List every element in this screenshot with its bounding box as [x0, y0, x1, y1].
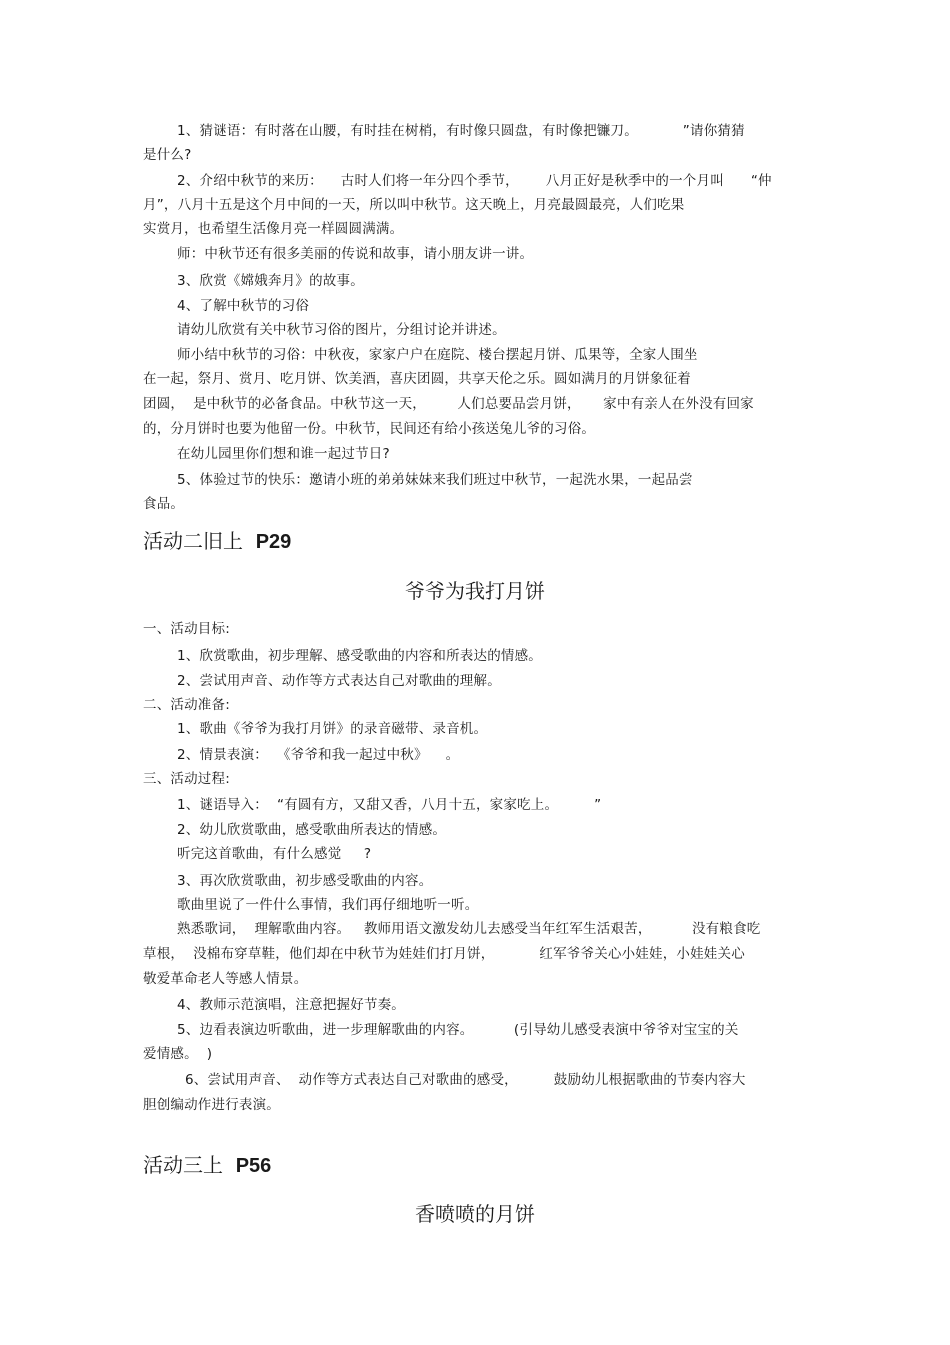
text-line: 在幼儿园里你们想和谁一起过节日?: [177, 446, 390, 462]
text-line: 5、边看表演边听歌曲，进一步理解歌曲的内容。 (引导幼儿感受表演中爷爷对宝宝的关: [177, 1022, 739, 1038]
activity-heading-page: P29: [255, 531, 292, 553]
text-line: 6、尝试用声音、 动作等方式表达自己对歌曲的感受， 鼓励幼儿根据歌曲的节奏内容大: [185, 1072, 746, 1088]
text-line: 食品。: [143, 496, 185, 512]
text-line: 2、幼儿欣赏歌曲，感受歌曲所表达的情感。: [177, 822, 447, 838]
text-line: 1、欣赏歌曲，初步理解、感受歌曲的内容和所表达的情感。: [177, 648, 542, 664]
text-line: 的，分月饼时也要为他留一份。中秋节，民间还有给小孩送兔儿爷的习俗。: [143, 421, 596, 437]
text-line: 草根， 没棉布穿草鞋，他们却在中秋节为娃娃们打月饼， 红军爷爷关心小娃娃，小娃娃关心: [143, 946, 745, 962]
activity-heading: [143, 528, 291, 555]
text-line: 一、活动目标:: [143, 621, 230, 637]
text-line: 团圆， 是中秋节的必备食品。中秋节这一天， 人们总要品尝月饼， 家中有亲人在外没有回家: [143, 396, 754, 412]
text-line: 1、歌曲《爷爷为我打月饼》的录音磁带、录音机。: [177, 721, 488, 737]
activity-title: 香喷喷的月饼: [415, 1202, 535, 1226]
text-line: 敬爱革命老人等感人情景。: [143, 971, 308, 987]
text-line: 在一起，祭月、赏月、吃月饼、饮美酒，喜庆团圆，共享天伦之乐。圆如满月的月饼象征着: [143, 371, 691, 387]
text-line: 师小结中秋节的习俗：中秋夜，家家户户在庭院、楼台摆起月饼、瓜果等，全家人围坐: [177, 347, 698, 363]
text-line: 4、了解中秋节的习俗: [177, 298, 310, 314]
text-line: 3、再次欣赏歌曲，初步感受歌曲的内容。: [177, 873, 433, 889]
text-line: 三、活动过程:: [143, 771, 230, 787]
text-line: 是什么?: [143, 147, 192, 163]
activity-heading-text: 活动三上: [143, 1153, 236, 1177]
text-line: 实赏月，也希望生活像月亮一样圆圆满满。: [143, 221, 404, 237]
text-line: 2、尝试用声音、动作等方式表达自己对歌曲的理解。: [177, 673, 501, 689]
text-line: 1、猜谜语：有时落在山腰，有时挂在树梢，有时像只圆盘，有时像把镰刀。 ”请你猜猜: [177, 123, 745, 139]
text-line: 4、教师示范演唱，注意把握好节奏。: [177, 997, 405, 1013]
activity-heading: [143, 1152, 271, 1179]
text-line: 师：中秋节还有很多美丽的传说和故事，请小朋友讲一讲。: [177, 246, 534, 262]
text-line: 爱情感。 ): [143, 1046, 213, 1062]
text-line: 胆创编动作进行表演。: [143, 1097, 280, 1113]
text-line: 5、体验过节的快乐：邀请小班的弟弟妹妹来我们班过中秋节，一起洗水果，一起品尝: [177, 472, 693, 488]
text-line: 1、谜语导入： “有圆有方，又甜又香，八月十五，家家吃上。 ”: [177, 797, 602, 813]
text-line: 歌曲里说了一件什么事情，我们再仔细地听一听。: [177, 897, 479, 913]
text-line: 听完这首歌曲，有什么感觉 ?: [177, 846, 372, 862]
activity-title: 爷爷为我打月饼: [405, 579, 545, 603]
text-line: 3、欣赏《嫦娥奔月》的故事。: [177, 273, 364, 289]
text-line: 2、介绍中秋节的来历： 古时人们将一年分四个季节， 八月正好是秋季中的一个月叫 “仲: [177, 173, 772, 189]
activity-heading-text: 活动二旧上: [143, 529, 256, 553]
text-line: 2、情景表演： 《爷爷和我一起过中秋》 。: [177, 747, 460, 763]
text-line: 二、活动准备:: [143, 697, 230, 713]
text-line: 请幼儿欣赏有关中秋节习俗的图片，分组讨论并讲述。: [177, 322, 506, 338]
text-line: 月”，八月十五是这个月中间的一天，所以叫中秋节。这天晚上，月亮最圆最亮，人们吃果: [143, 197, 685, 213]
activity-heading-page: P56: [235, 1155, 272, 1177]
text-line: 熟悉歌词， 理解歌曲内容。 教师用语文激发幼儿去感受当年红军生活艰苦， 没有粮食吃: [177, 921, 761, 937]
